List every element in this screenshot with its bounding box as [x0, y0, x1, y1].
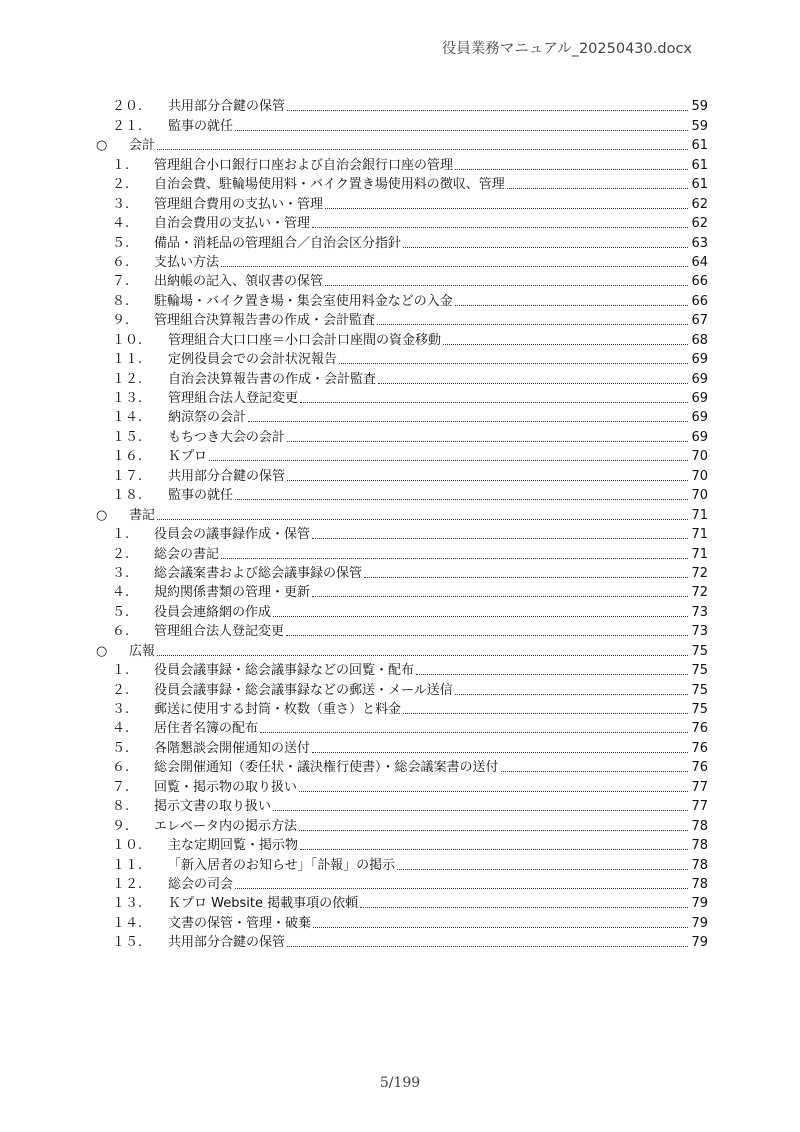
toc-entry-number: １５. [112, 429, 143, 445]
toc-entry-title: 会計 [129, 138, 156, 154]
toc-entry-title: もちつき大会の会計 [168, 429, 285, 445]
toc-entry-page-number: 72 [691, 585, 708, 601]
toc-entry-title: Ｋプロ [168, 449, 208, 465]
dot-leader [377, 324, 688, 325]
toc-entry-number: ○ [96, 507, 108, 523]
toc-entry-page-number: 77 [691, 799, 708, 815]
toc-entry-title: 広報 [129, 643, 156, 659]
toc-entry-page-number: 75 [691, 702, 708, 717]
dot-leader [455, 305, 688, 306]
toc-entry[interactable] [96, 389, 708, 408]
toc-entry-title: 管理組合小口銀行口座および自治会銀行口座の管理 [154, 157, 454, 173]
toc-entry-title: 管理組合決算報告書の作成・会計監査 [154, 313, 376, 329]
document-filename: 役員業務マニュアル_20250430.docx [441, 41, 692, 57]
toc-entry-page-number: 70 [691, 468, 708, 484]
dot-leader [235, 499, 688, 500]
toc-entry-number: ２. [112, 177, 130, 193]
toc-entry-title: 主な定期回覧・掲示物 [168, 838, 299, 854]
toc-entry-page-number: 62 [691, 196, 708, 212]
toc-entry-title: 納涼祭の会計 [168, 410, 247, 426]
toc-entry-title: 共用部分合鍵の保管 [168, 468, 286, 484]
table-of-contents [96, 97, 708, 952]
toc-entry-page-number: 66 [691, 274, 708, 290]
toc-entry-number: ８. [112, 799, 130, 815]
dot-leader [300, 402, 688, 403]
toc-entry-number: １３. [112, 896, 143, 912]
toc-entry[interactable] [96, 602, 708, 621]
toc-entry-title: 備品・消耗品の管理組合／自治会区分指針 [154, 235, 402, 251]
toc-entry-page-number: 78 [691, 838, 708, 854]
toc-entry-page-number: 59 [691, 118, 708, 134]
toc-entry-title: 総会の書記 [154, 546, 220, 562]
toc-entry[interactable] [96, 369, 708, 388]
toc-entry-title: 役員会議事録・総会議事録などの回覧・配布 [154, 663, 415, 679]
dot-leader [157, 519, 688, 520]
toc-entry[interactable] [96, 700, 708, 719]
toc-entry-page-number: 76 [691, 760, 708, 776]
dot-leader [325, 285, 688, 286]
dot-leader [403, 713, 688, 714]
toc-entry-page-number: 63 [691, 235, 708, 251]
toc-entry-title: Ｋプロ Website 掲載事項の依頼 [168, 896, 359, 912]
dot-leader [248, 421, 688, 422]
toc-entry-page-number: 79 [691, 896, 708, 912]
toc-entry-page-number: 73 [691, 624, 708, 640]
toc-entry-number: ○ [96, 138, 108, 154]
dot-leader [416, 674, 688, 675]
toc-entry-page-number: 77 [691, 779, 708, 795]
dot-leader [157, 655, 688, 656]
toc-entry-page-number: 59 [691, 99, 708, 115]
toc-entry-page-number: 73 [691, 604, 708, 620]
toc-entry-number: ６. [112, 624, 130, 640]
toc-entry-title: 駐輪場・バイク置き場・集会室使用料金などの入金 [154, 293, 453, 309]
toc-entry-number: ６. [112, 254, 130, 270]
toc-entry[interactable] [96, 797, 708, 816]
toc-entry-page-number: 69 [691, 352, 708, 368]
dot-leader [287, 946, 688, 947]
dot-leader [455, 694, 688, 695]
toc-entry[interactable] [96, 719, 708, 738]
toc-entry[interactable] [96, 233, 708, 252]
toc-entry-page-number: 72 [691, 565, 708, 581]
toc-entry-title: 監事の就任 [168, 488, 234, 504]
toc-entry[interactable] [96, 214, 708, 233]
toc-entry-title: 管理組合法人登記変更 [154, 624, 285, 640]
toc-entry-title: 規約関係書類の管理・更新 [154, 585, 311, 601]
toc-entry-number: １. [112, 527, 130, 543]
toc-entry-page-number: 71 [691, 527, 708, 543]
dot-leader [287, 441, 688, 442]
toc-entry[interactable] [96, 816, 708, 835]
dot-leader [501, 771, 688, 772]
toc-entry-page-number: 70 [691, 449, 708, 465]
toc-entry-number: ２. [112, 546, 130, 562]
toc-entry-title: 役員会連絡網の作成 [154, 604, 272, 620]
page-indicator: 5/199 [379, 1075, 421, 1091]
toc-entry-number: １８. [112, 488, 143, 504]
toc-entry-title: 役員会の議事録作成・保管 [154, 527, 311, 543]
toc-entry-title: 共用部分合鍵の保管 [168, 99, 286, 115]
toc-entry[interactable] [96, 136, 708, 155]
toc-entry-page-number: 75 [691, 663, 708, 679]
toc-entry-title: 各階懇談会開催通知の送付 [154, 740, 311, 756]
toc-entry-number: ３. [112, 196, 130, 212]
toc-entry[interactable] [96, 855, 708, 874]
toc-entry[interactable] [96, 408, 708, 427]
toc-entry-page-number: 61 [691, 177, 708, 193]
dot-leader [273, 810, 688, 811]
dot-leader [339, 363, 688, 364]
toc-entry-title: 総会議案書および総会議事録の保管 [154, 565, 363, 581]
toc-entry-title: 掲示文書の取り扱い [154, 799, 272, 815]
dot-leader [273, 616, 688, 617]
dot-leader [287, 480, 688, 481]
toc-entry-number: １６. [112, 449, 143, 465]
toc-entry-number: １２. [112, 371, 143, 387]
dot-leader [300, 849, 688, 850]
toc-entry[interactable] [96, 253, 708, 272]
toc-entry-page-number: 70 [691, 488, 708, 504]
toc-entry-number: ２. [112, 682, 130, 698]
toc-entry-number: ５. [112, 604, 130, 620]
toc-entry-number: ７. [112, 274, 130, 290]
toc-entry[interactable] [96, 447, 708, 466]
toc-entry-title: 書記 [129, 507, 156, 523]
toc-entry-page-number: 78 [691, 818, 708, 834]
toc-entry-page-number: 61 [691, 138, 708, 154]
dot-leader [299, 830, 688, 831]
dot-leader [312, 752, 688, 753]
toc-entry-number: ○ [96, 643, 108, 659]
toc-entry[interactable] [96, 564, 708, 583]
toc-entry-title: 居住者名簿の配布 [154, 721, 259, 737]
toc-entry-number: １７. [112, 468, 143, 484]
toc-entry-number: ５. [112, 740, 130, 756]
dot-leader [221, 266, 688, 267]
toc-entry-page-number: 69 [691, 371, 708, 387]
toc-entry[interactable] [96, 836, 708, 855]
dot-leader [378, 383, 688, 384]
dot-leader [286, 635, 688, 636]
toc-entry-page-number: 76 [691, 740, 708, 756]
toc-entry-title: 定例役員会での会計状況報告 [168, 352, 338, 368]
dot-leader [299, 791, 688, 792]
dot-leader [157, 149, 688, 150]
toc-entry-title: 管理組合費用の支払い・管理 [154, 196, 324, 212]
toc-entry-number: １１. [112, 352, 143, 368]
toc-entry[interactable] [96, 175, 708, 194]
toc-entry-title: 郵送に使用する封筒・枚数（重さ）と料金 [154, 702, 402, 717]
dot-leader [260, 732, 688, 733]
toc-entry-number: ８. [112, 293, 130, 309]
toc-entry-number: ４. [112, 216, 130, 232]
dot-leader [221, 558, 688, 559]
toc-entry-title: 回覧・掲示物の取り扱い [154, 779, 298, 795]
dot-leader [397, 869, 688, 870]
toc-entry-page-number: 69 [691, 391, 708, 406]
toc-entry-number: １. [112, 157, 130, 173]
toc-entry-page-number: 69 [691, 429, 708, 445]
toc-entry-number: １２. [112, 876, 143, 892]
toc-entry-title: 総会の司会 [168, 876, 234, 892]
toc-entry-title: 「新入居者のお知らせ」「訃報」の掲示 [168, 857, 396, 873]
toc-entry-page-number: 61 [691, 157, 708, 173]
toc-entry[interactable] [96, 680, 708, 699]
toc-entry[interactable] [96, 777, 708, 796]
toc-entry-title: エレベータ内の掲示方法 [154, 818, 298, 834]
toc-entry-title: 自治会費、駐輪場使用料・バイク置き場使用料の徴収、管理 [154, 177, 505, 193]
toc-entry[interactable] [96, 330, 708, 349]
toc-entry-title: 自治会決算報告書の作成・会計監査 [168, 371, 377, 387]
toc-entry-number: ３. [112, 702, 130, 717]
toc-entry-number: ４. [112, 721, 130, 737]
toc-entry-number: ２０. [112, 99, 143, 115]
toc-entry[interactable] [96, 194, 708, 213]
toc-entry-number: ７. [112, 779, 130, 795]
toc-entry-page-number: 71 [691, 507, 708, 523]
toc-entry-number: ３. [112, 565, 130, 581]
toc-entry-page-number: 66 [691, 293, 708, 309]
toc-entry[interactable] [96, 583, 708, 602]
toc-entry-number: ９. [112, 818, 130, 834]
toc-entry[interactable] [96, 486, 708, 505]
toc-entry-number: １０. [112, 332, 143, 348]
toc-entry[interactable] [96, 350, 708, 369]
toc-entry-page-number: 76 [691, 721, 708, 737]
toc-entry[interactable] [96, 272, 708, 291]
toc-entry-page-number: 69 [691, 410, 708, 426]
toc-entry[interactable] [96, 875, 708, 894]
dot-leader [287, 110, 688, 111]
toc-entry[interactable] [96, 758, 708, 777]
toc-entry-page-number: 79 [691, 915, 708, 931]
toc-entry[interactable] [96, 894, 708, 913]
dot-leader [403, 247, 688, 248]
dot-leader [364, 577, 688, 578]
toc-entry-page-number: 62 [691, 216, 708, 232]
toc-entry[interactable] [96, 97, 708, 116]
toc-entry-page-number: 67 [691, 313, 708, 329]
toc-entry-page-number: 78 [691, 876, 708, 892]
toc-entry[interactable] [96, 933, 708, 952]
toc-entry-page-number: 64 [691, 254, 708, 270]
toc-entry[interactable] [96, 525, 708, 544]
toc-entry-number: １３. [112, 391, 143, 406]
toc-entry-number: ９. [112, 313, 130, 329]
toc-entry-title: 自治会費用の支払い・管理 [154, 216, 311, 232]
toc-entry-number: ６. [112, 760, 130, 776]
toc-entry-number: １５. [112, 935, 143, 951]
toc-entry-number: １. [112, 663, 130, 679]
toc-entry-title: 共用部分合鍵の保管 [168, 935, 286, 951]
toc-entry-title: 支払い方法 [154, 254, 220, 270]
toc-entry-title: 出納帳の記入、領収書の保管 [154, 274, 324, 290]
toc-entry-number: ５. [112, 235, 130, 251]
toc-entry[interactable] [96, 427, 708, 446]
dot-leader [507, 188, 688, 189]
toc-entry-page-number: 75 [691, 643, 708, 659]
toc-entry-number: １４. [112, 410, 143, 426]
toc-entry-number: ４. [112, 585, 130, 601]
dot-leader [313, 927, 688, 928]
dot-leader [235, 130, 688, 131]
toc-entry-number: １４. [112, 915, 143, 931]
dot-leader [325, 208, 688, 209]
toc-entry-page-number: 79 [691, 935, 708, 951]
toc-entry-number: １０. [112, 838, 143, 854]
dot-leader [312, 227, 688, 228]
toc-entry-title: 管理組合法人登記変更 [168, 391, 299, 406]
toc-entry-page-number: 75 [691, 682, 708, 698]
toc-entry[interactable] [96, 311, 708, 330]
toc-entry-title: 監事の就任 [168, 118, 234, 134]
toc-entry-page-number: 71 [691, 546, 708, 562]
toc-entry[interactable] [96, 116, 708, 135]
toc-entry-page-number: 78 [691, 857, 708, 873]
dot-leader [455, 169, 688, 170]
dot-leader [312, 538, 688, 539]
toc-entry-title: 文書の保管・管理・破棄 [168, 915, 312, 931]
dot-leader [360, 907, 688, 908]
toc-entry-page-number: 68 [691, 332, 708, 348]
toc-entry-title: 管理組合大口口座＝小口会計口座間の資金移動 [168, 332, 442, 348]
toc-entry[interactable] [96, 291, 708, 310]
dot-leader [235, 888, 688, 889]
dot-leader [443, 344, 688, 345]
toc-entry[interactable] [96, 622, 708, 641]
dot-leader [209, 460, 688, 461]
toc-entry[interactable] [96, 641, 708, 660]
toc-entry-number: １１. [112, 857, 143, 873]
toc-entry[interactable] [96, 155, 708, 174]
toc-entry[interactable] [96, 544, 708, 563]
toc-entry-number: ２１. [112, 118, 143, 134]
toc-entry-title: 役員会議事録・総会議事録などの郵送・メール送信 [154, 682, 453, 698]
dot-leader [312, 596, 688, 597]
toc-entry[interactable] [96, 661, 708, 680]
toc-entry-title: 総会開催通知（委任状・議決権行使書）・総会議案書の送付 [154, 760, 499, 776]
toc-entry[interactable] [96, 738, 708, 757]
toc-entry[interactable] [96, 466, 708, 485]
toc-entry[interactable] [96, 913, 708, 932]
toc-entry[interactable] [96, 505, 708, 524]
